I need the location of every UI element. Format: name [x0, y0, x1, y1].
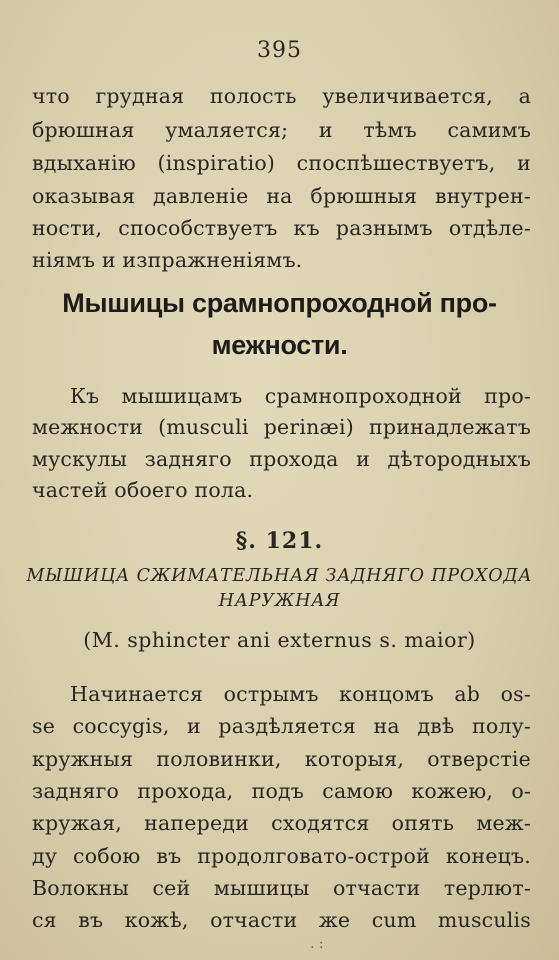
text-line: Волокны сей мышицы отчасти терлют-: [32, 876, 531, 900]
text-line: что грудная полость увеличивается, а: [32, 84, 531, 108]
text-line: мускулы задняго прохода и дѣтородныхъ: [32, 447, 531, 471]
text-line: задняго прохода, подъ самою кожею, о-: [32, 779, 531, 803]
section-title-line: НАРУЖНАЯ: [218, 591, 341, 611]
latin-name: (M. sphincter ani externus s. maior): [83, 628, 476, 652]
heading-line: Мышицы срамнопроходной про-: [62, 288, 497, 318]
text-line: кружая, напереди сходятся опять меж-: [32, 811, 531, 835]
text-line: кружныя половинки, которыя, отверстіе: [32, 747, 531, 771]
text-line: ду собою въ продолговато-острой конецъ.: [32, 844, 531, 868]
footer-mark: . :: [310, 936, 324, 952]
text-line: ности, способствуетъ къ разнымъ отдѣле-: [32, 216, 531, 240]
text-line: брюшная умаляется; и тѣмъ самимъ: [32, 118, 531, 142]
text-line: оказывая давленіе на брюшныя внутрен-: [32, 184, 531, 208]
text-line: se coccygis, и раздѣляется на двѣ полу-: [32, 714, 531, 738]
heading-line: межности.: [211, 330, 348, 360]
section-title-line: МЫШИЦА СЖИМАТЕЛЬНАЯ ЗАДНЯГО ПРОХОДА: [26, 566, 533, 586]
text-line: ніямъ и изпражненіямъ.: [32, 248, 303, 272]
text-line: Начинается острымъ концомъ ab os-: [70, 682, 531, 706]
text-line: ся въ кожѣ, отчасти же cum musculis: [32, 908, 531, 932]
section-number: §. 121.: [235, 528, 324, 554]
text-line: межности (musculi perinæi) принадлежатъ: [32, 415, 531, 439]
text-line: Къ мышицамъ срамнопроходной про-: [70, 384, 531, 408]
text-line: вдыханію (inspiratio) споспѣшествуетъ, и: [32, 151, 531, 175]
text-line: частей обоего пола.: [32, 478, 254, 502]
page-number: 395: [257, 38, 302, 63]
